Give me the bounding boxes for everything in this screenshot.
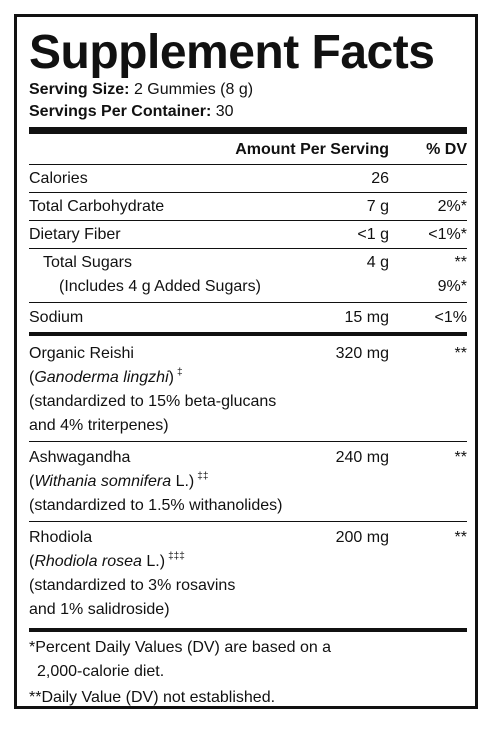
ingredient-detail: and 4% triterpenes) (29, 417, 169, 434)
footnote-mark: ‡‡‡ (168, 551, 185, 562)
ingredient-detail: (standardized to 15% beta-glucans (29, 393, 277, 410)
ingredient-latin-name: Rhodiola rosea (34, 553, 142, 570)
nutrient-name: (Includes 4 g Added Sugars) (59, 278, 261, 295)
ingredient-name: Rhodiola (29, 529, 93, 546)
ingredient-latin-line: (Rhodiola rosea L.) ‡‡‡ (29, 551, 185, 570)
ingredient-dv: ** (454, 345, 467, 362)
nutrient-name: Total Carbohydrate (29, 198, 165, 215)
nutrient-amount: 7 g (366, 198, 389, 215)
serving-size-line (29, 79, 467, 101)
nutrient-dv: 9%* (437, 278, 467, 295)
amount-per-serving-header: Amount Per Serving (235, 141, 389, 158)
nutrient-amount: <1 g (357, 226, 389, 243)
nutrient-name: Sodium (29, 309, 84, 326)
column-header-row (29, 134, 467, 165)
ingredient-name: Organic Reishi (29, 345, 134, 362)
ingredient-row-ashwagandha (29, 442, 467, 522)
ingredient-amount: 200 mg (335, 529, 389, 546)
serving-size-label: Serving Size: (29, 81, 130, 98)
ingredient-name: Ashwagandha (29, 449, 131, 466)
nutrient-dv: ** (454, 254, 467, 271)
ingredient-latin-name: Ganoderma lingzhi (34, 369, 169, 386)
ingredient-dv: ** (454, 449, 467, 466)
thick-divider (29, 127, 467, 134)
servings-per-container-label: Servings Per Container: (29, 103, 212, 120)
nutrient-name: Dietary Fiber (29, 226, 121, 243)
ingredient-detail: (standardized to 1.5% withanolides) (29, 497, 283, 514)
nutrient-amount: 4 g (366, 254, 389, 271)
nutrient-row-dietary-fiber (29, 221, 467, 249)
ingredient-row-rhodiola (29, 522, 467, 628)
not-established-footnote: **Daily Value (DV) not established. (29, 689, 276, 706)
dv-header: % DV (426, 141, 467, 158)
ingredient-latin-name: Withania somnifera (34, 473, 172, 490)
dv-footnote-line2: 2,000-calorie diet. (37, 663, 165, 680)
footnotes (29, 632, 467, 710)
nutrient-name: Calories (29, 170, 88, 187)
ingredient-row-reishi (29, 336, 467, 442)
nutrient-dv: <1% (434, 309, 467, 326)
nutrient-row-total-carbohydrate (29, 193, 467, 221)
ingredient-detail: (standardized to 3% rosavins (29, 577, 236, 594)
ingredient-latin-line: (Ganoderma lingzhi) ‡ (29, 367, 183, 386)
servings-per-container-line (29, 101, 467, 123)
nutrient-amount: 15 mg (344, 309, 389, 326)
serving-size-value: 2 Gummies (8 g) (133, 81, 254, 98)
ingredient-amount: 240 mg (335, 449, 389, 466)
nutrient-name: Total Sugars (43, 254, 132, 271)
nutrient-row-added-sugars (29, 275, 467, 303)
ingredient-detail: and 1% salidroside) (29, 601, 170, 618)
supplement-facts-panel (14, 14, 478, 709)
panel-title: Supplement Facts (29, 26, 435, 79)
nutrient-row-calories (29, 165, 467, 193)
ingredient-amount: 320 mg (335, 345, 389, 362)
ingredient-dv: ** (454, 529, 467, 546)
ingredient-latin-line: (Withania somnifera L.) ‡‡ (29, 471, 209, 490)
nutrient-dv: 2%* (437, 198, 467, 215)
dv-footnote-line1: *Percent Daily Values (DV) are based on a (29, 639, 332, 656)
nutrient-amount: 26 (371, 170, 389, 187)
nutrient-row-sodium (29, 303, 467, 332)
servings-per-container-value: 30 (215, 103, 234, 120)
nutrient-dv: <1%* (428, 226, 467, 243)
nutrient-row-total-sugars (29, 249, 467, 275)
footnote-mark: ‡‡ (197, 471, 209, 482)
footnote-mark: ‡ (176, 367, 183, 378)
